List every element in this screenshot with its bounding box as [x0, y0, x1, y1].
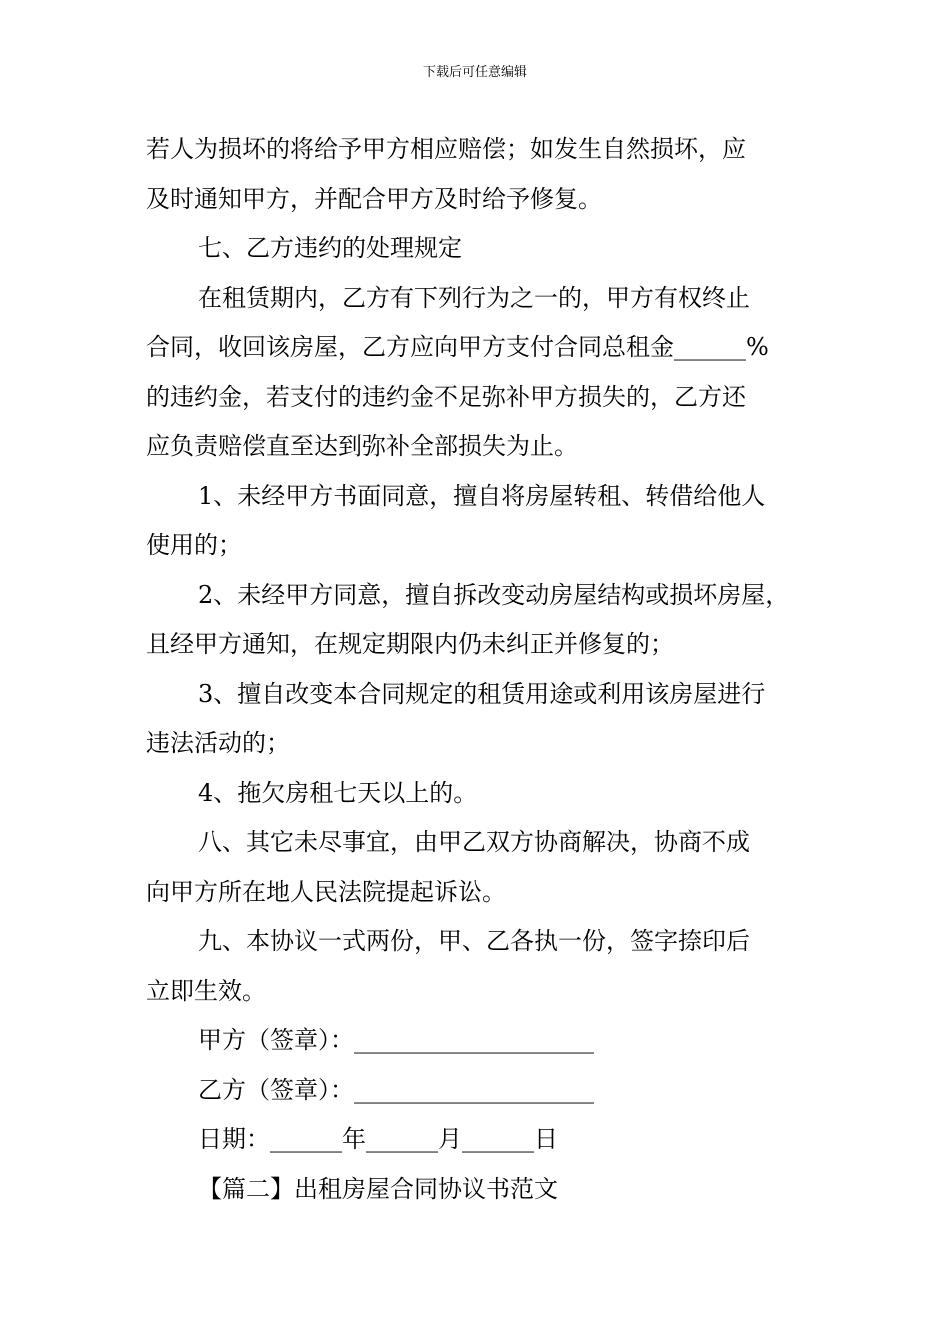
list-item: 3、擅自改变本合同规定的租赁用途或利用该房屋进行 — [198, 679, 766, 708]
next-article-title: 【篇二】出租房屋合同协议书范文 — [198, 1174, 558, 1203]
section-heading: 七、乙方违约的处理规定 — [198, 234, 462, 262]
text-line: 且经甲方通知，在规定期限内仍未纠正并修复的； — [146, 630, 674, 658]
text-line: 使用的； — [146, 531, 242, 559]
document-body — [146, 125, 812, 1214]
text-line: 在租赁期内，乙方有下列行为之一的，甲方有权终止 — [198, 283, 750, 312]
text-line: 的违约金，若支付的违约金不足弥补甲方损失的，乙方还 — [146, 382, 746, 411]
text-line: 向甲方所在地人民法院提起诉讼。 — [146, 877, 506, 906]
text-line: 若人为损坏的将给予甲方相应赔偿；如发生自然损坏，应 — [146, 135, 746, 163]
text-line: 应负责赔偿直至达到弥补全部损失为止。 — [146, 432, 578, 460]
date-line: 日期：______年______月______日 — [198, 1125, 558, 1153]
text-line: 及时通知甲方，并配合甲方及时给予修复。 — [146, 184, 602, 213]
list-item: 2、未经甲方同意，擅自拆改变动房屋结构或损坏房屋， — [198, 580, 790, 609]
page-header: 下载后可任意编辑 — [422, 65, 527, 80]
list-item: 1、未经甲方书面同意，擅自将房屋转租、转借给他人 — [198, 481, 766, 510]
text-line: 合同，收回该房屋，乙方应向甲方支付合同总租金______% — [146, 333, 769, 361]
signature-line-party-b: 乙方（签章）：____________________ — [198, 1075, 594, 1104]
text-line: 立即生效。 — [146, 976, 266, 1005]
text-line: 违法活动的； — [146, 729, 290, 757]
section-heading: 八、其它未尽事宜，由甲乙双方协商解决，协商不成 — [198, 828, 750, 856]
signature-line-party-a: 甲方（签章）：____________________ — [198, 1026, 594, 1054]
list-item: 4、拖欠房租七天以上的。 — [198, 778, 478, 807]
section-heading: 九、本协议一式两份，甲、乙各执一份，签字捺印后 — [198, 927, 750, 955]
